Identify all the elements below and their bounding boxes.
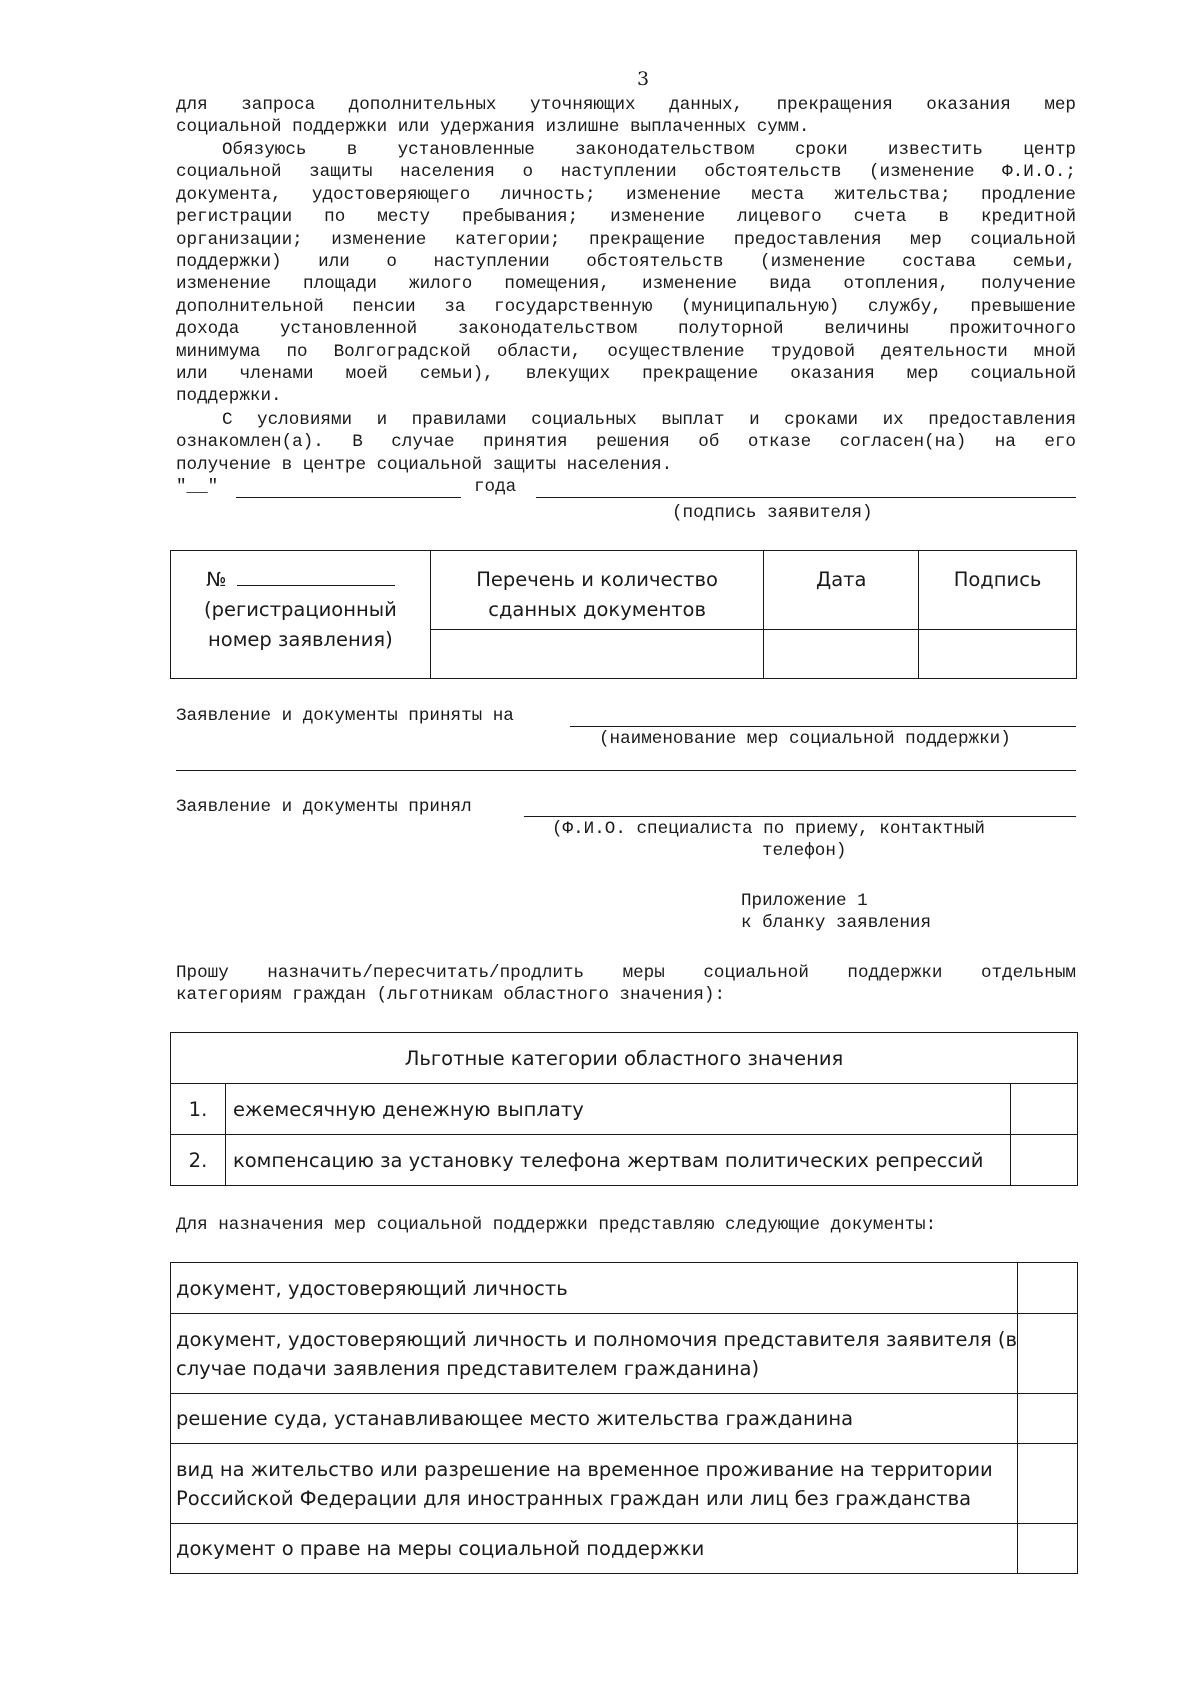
number-sign: № bbox=[206, 568, 227, 591]
table-row bbox=[171, 1135, 1078, 1186]
categories-header-cell bbox=[171, 1033, 1078, 1084]
row-text-cell bbox=[225, 1084, 1010, 1135]
paragraph-request bbox=[176, 962, 1076, 1007]
text-line: поддержки. bbox=[176, 386, 282, 407]
registration-number-cell bbox=[171, 551, 431, 679]
table-row bbox=[171, 1084, 1078, 1135]
registration-number-field[interactable] bbox=[237, 565, 395, 586]
document-text: документ, удостоверяющий личность и полномочия представителя заявителя (в bbox=[176, 1327, 1018, 1351]
date-entry-cell[interactable] bbox=[764, 630, 919, 679]
text-line: регистрации по месту пребывания; изменение лицевого счета в кредитной bbox=[176, 207, 1076, 228]
text-line: дополнительной пенсии за государственную (муниципальную) службу, превышение bbox=[176, 296, 1076, 317]
sign-header: Подпись bbox=[953, 568, 1042, 591]
date-header-cell bbox=[764, 551, 919, 630]
accepted-for-field-line[interactable] bbox=[570, 726, 1076, 727]
checkbox-cell[interactable] bbox=[1018, 1314, 1078, 1394]
text-line: организации; изменение категории; прекращение предоставления мер социальной bbox=[176, 229, 1076, 250]
accepted-for-label: Заявление и документы приняты на bbox=[176, 706, 514, 726]
text-line: Прошу назначить/пересчитать/продлить меры социальной поддержки отдельным bbox=[176, 963, 1076, 983]
docs-header-cell bbox=[430, 551, 764, 630]
document-text: случае подачи заявления представителем гражданина) bbox=[176, 1356, 760, 1380]
table-row bbox=[171, 1394, 1078, 1444]
text-line: ознакомлен(а). В случае принятия решения об отказе согласен(на) на его bbox=[176, 432, 1076, 453]
documents-table bbox=[170, 1262, 1078, 1574]
reg-label-line: (регистрационный bbox=[204, 598, 397, 621]
document-text: вид на жительство или разрешение на временное проживание на территории bbox=[176, 1457, 993, 1481]
document-text: документ, удостоверяющий личность bbox=[176, 1276, 568, 1300]
categories-table bbox=[170, 1032, 1078, 1186]
table-row bbox=[171, 1263, 1078, 1314]
table-row bbox=[171, 1524, 1078, 1574]
paragraph-conditions bbox=[176, 409, 1076, 476]
checkbox-cell[interactable] bbox=[1018, 1394, 1078, 1444]
table-row bbox=[171, 1314, 1078, 1394]
checkbox-cell[interactable] bbox=[1018, 1524, 1078, 1574]
docs-header-line: Перечень и количество bbox=[476, 568, 718, 591]
date-quote: "__" bbox=[176, 477, 219, 497]
text-line: социальной поддержки или удержания излишне выплаченных сумм. bbox=[176, 117, 810, 138]
row-text-cell bbox=[225, 1135, 1010, 1186]
category-text: ежемесячную денежную выплату bbox=[232, 1097, 584, 1121]
text-line: минимума по Волгоградской области, осуществление трудовой деятельности мной bbox=[176, 341, 1076, 362]
checkbox-cell[interactable] bbox=[1018, 1444, 1078, 1524]
document-cell bbox=[171, 1394, 1018, 1444]
year-word: года bbox=[474, 477, 517, 497]
categories-header: Льготные категории областного значения bbox=[404, 1046, 844, 1070]
row-number: 2. bbox=[188, 1148, 208, 1172]
text-line: С условиями и правилами социальных выплат и сроками их предоставления bbox=[222, 410, 1076, 430]
accepted-by-caption: телефон) bbox=[762, 841, 847, 861]
signature-caption: (подпись заявителя) bbox=[672, 503, 873, 523]
date-field-line[interactable] bbox=[236, 497, 461, 498]
document-cell bbox=[171, 1444, 1018, 1524]
reg-label-line: номер заявления) bbox=[208, 628, 393, 651]
docs-header-line: сданных документов bbox=[488, 598, 706, 621]
text-line: дохода установленной законодательством полуторной величины прожиточного bbox=[176, 319, 1076, 340]
registration-table bbox=[170, 550, 1077, 679]
document-cell bbox=[171, 1263, 1018, 1314]
paragraph-intro bbox=[176, 94, 1076, 139]
row-number-cell bbox=[171, 1084, 226, 1135]
document-cell bbox=[171, 1314, 1018, 1394]
accepted-for-caption: (наименование мер социальной поддержки) bbox=[599, 729, 1011, 749]
accepted-for-second-line[interactable] bbox=[176, 770, 1076, 771]
accepted-by-caption: (Ф.И.О. специалиста по приему, контактный bbox=[552, 819, 985, 839]
text-line: изменение площади жилого помещения, изменение вида отопления, получение bbox=[176, 274, 1076, 295]
signature-field-line[interactable] bbox=[536, 497, 1076, 498]
accepted-by-field-line[interactable] bbox=[524, 816, 1076, 817]
appendix-title: Приложение 1 bbox=[741, 891, 868, 911]
text-line: для запроса дополнительных уточняющих данных, прекращения оказания мер bbox=[176, 95, 1076, 115]
text-line: или членами моей семьи), влекущих прекращение оказания мер социальной bbox=[176, 364, 1076, 385]
document-cell bbox=[171, 1524, 1018, 1574]
checkbox-cell[interactable] bbox=[1011, 1135, 1078, 1186]
text-line: получение в центре социальной защиты населения. bbox=[176, 454, 673, 475]
text-line: поддержки) или о наступлении обстоятельств (изменение состава семьи, bbox=[176, 252, 1076, 273]
documents-intro: Для назначения мер социальной поддержки представляю следующие документы: bbox=[176, 1215, 937, 1235]
row-number: 1. bbox=[188, 1097, 208, 1121]
document-text: Российской Федерации для иностранных граждан или лиц без гражданства bbox=[176, 1486, 972, 1510]
document-text: решение суда, устанавливающее место жительства гражданина bbox=[176, 1407, 854, 1430]
sign-header-cell bbox=[919, 551, 1077, 630]
sign-entry-cell[interactable] bbox=[919, 630, 1077, 679]
text-line: документа, удостоверяющего личность; изменение места жительства; продление bbox=[176, 184, 1076, 205]
page-number: 3 bbox=[637, 68, 650, 90]
checkbox-cell[interactable] bbox=[1011, 1084, 1078, 1135]
accepted-by-label: Заявление и документы принял bbox=[176, 797, 472, 817]
table-row bbox=[171, 1444, 1078, 1524]
docs-entry-cell[interactable] bbox=[430, 630, 764, 679]
document-text: документ о праве на меры социальной поддержки bbox=[176, 1537, 705, 1560]
checkbox-cell[interactable] bbox=[1018, 1263, 1078, 1314]
paragraph-obligations bbox=[176, 139, 1076, 408]
text-line: категориям граждан (льготникам областного значения): bbox=[176, 985, 726, 1006]
row-number-cell bbox=[171, 1135, 226, 1186]
category-text: компенсацию за установку телефона жертвам политических репрессий bbox=[232, 1148, 984, 1172]
text-line: социальной защиты населения о наступлении обстоятельств (изменение Ф.И.О.; bbox=[176, 162, 1076, 183]
text-line: Обязуюсь в установленные законодательством сроки известить центр bbox=[222, 140, 1076, 160]
appendix-subtitle: к бланку заявления bbox=[741, 913, 932, 933]
date-header: Дата bbox=[816, 568, 867, 591]
